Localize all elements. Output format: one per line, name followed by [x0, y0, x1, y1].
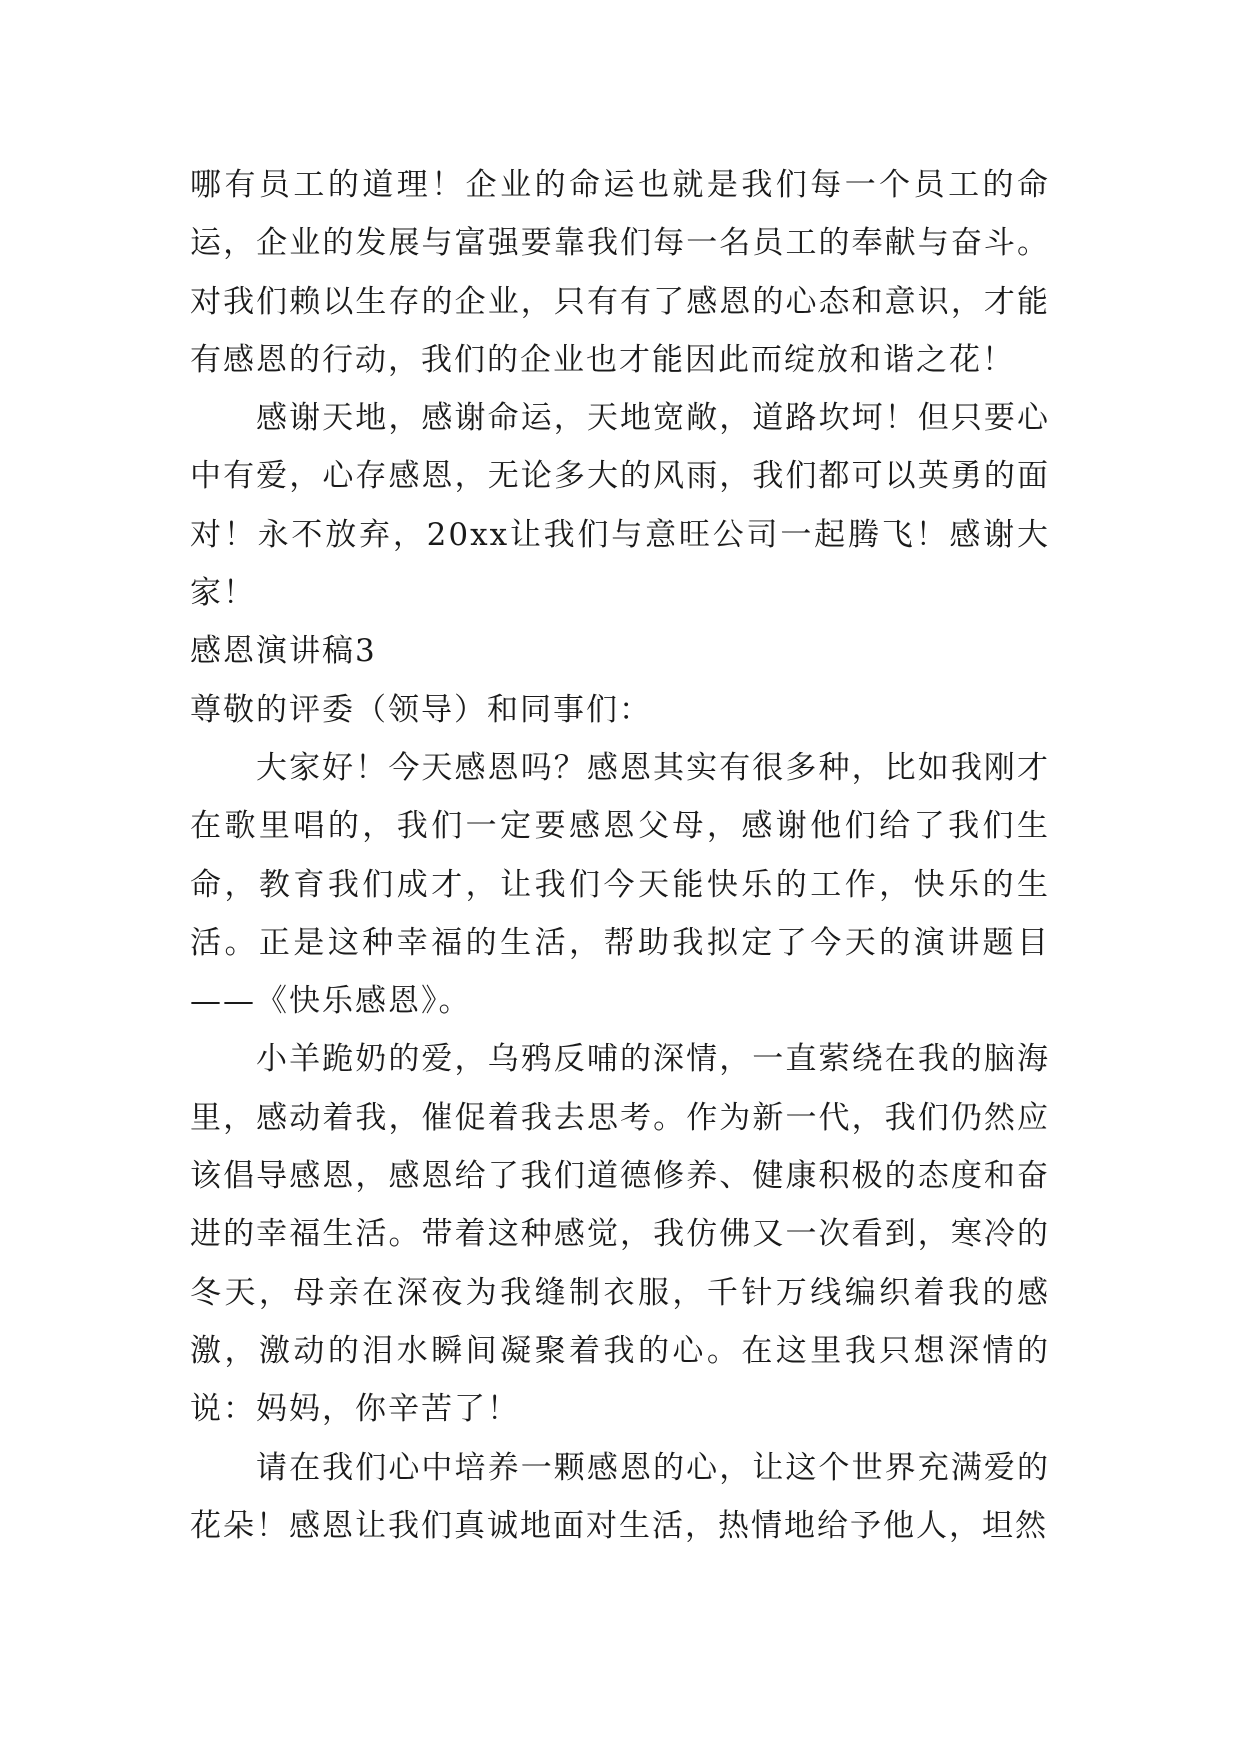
- speech-title: 感恩演讲稿3: [190, 633, 377, 670]
- paragraph-enterprise-fate: 哪有员工的道理！企业的命运也就是我们每一个员工的命运，企业的发展与富强要靠我们每一名员工的奉献与奋斗。对我们赖以生存的企业，只有有了感恩的心态和意识，才能有感恩的行动，我们的企业也才能因此而绽放和谐之花！: [190, 167, 1050, 378]
- paragraph-greeting: 大家好！今天感恩吗？感恩其实有很多种，比如我刚才在歌里唱的，我们一定要感恩父母，感谢他们给了我们生命，教育我们成才，让我们今天能快乐的工作，快乐的生活。正是这种幸福的生活，帮助我拟定了今天的演讲题目——《快乐感恩》。: [190, 749, 1050, 1020]
- document-body: [190, 156, 1050, 1555]
- paragraph-thank-heaven: 感谢天地，感谢命运，天地宽敞，道路坎坷！但只要心中有爱，心存感恩，无论多大的风雨，我们都可以英勇的面对！永不放弃，20xx让我们与意旺公司一起腾飞！感谢大家！: [190, 400, 1050, 612]
- paragraph-grateful-heart: 请在我们心中培养一颗感恩的心，让这个世界充满爱的花朵！感恩让我们真诚地面对生活，热情地给予他人，坦然: [190, 1449, 1050, 1544]
- paragraph-lamb-crow: 小羊跪奶的爱，乌鸦反哺的深情，一直萦绕在我的脑海里，感动着我，催促着我去思考。作为新一代，我们仍然应该倡导感恩，感恩给了我们道德修养、健康积极的态度和奋进的幸福生活。带着这种感觉，我仿佛又一次看到，寒冷的冬天，母亲在深夜为我缝制衣服，千针万线编织着我的感激，激动的泪水瞬间凝聚着我的心。在这里我只想深情的说：妈妈，你辛苦了！: [190, 1041, 1050, 1428]
- salutation: 尊敬的评委（领导）和同事们：: [190, 691, 652, 728]
